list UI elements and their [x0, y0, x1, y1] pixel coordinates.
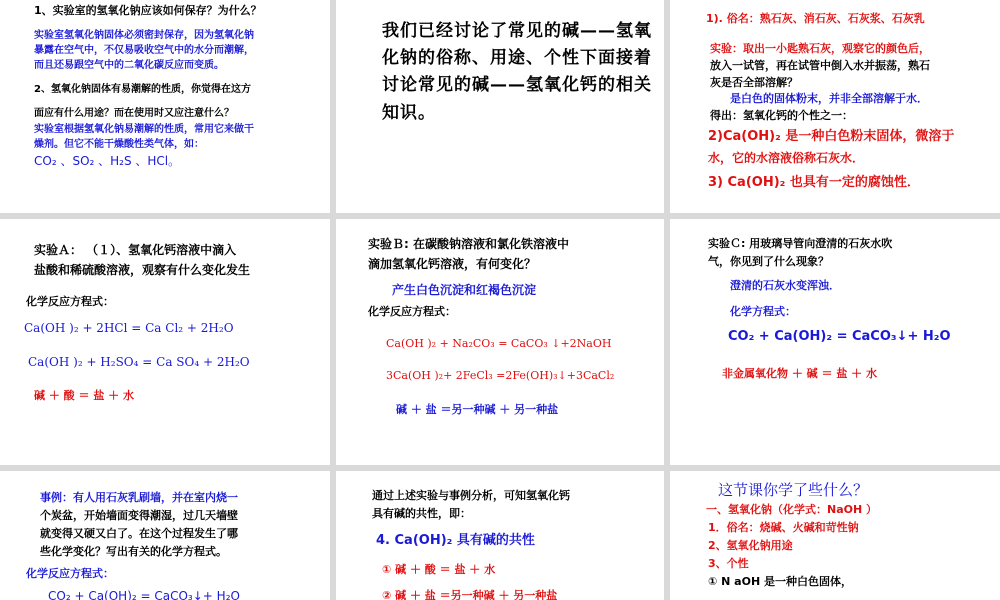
- summary-line-2: 具有碱的共性，即：: [372, 507, 471, 520]
- review-item-1-3-1: ① N aOH 是一种白色固体，: [708, 575, 852, 588]
- common-property-1: ① 碱 ＋ 酸 ＝ 盐 ＋ 水: [382, 563, 496, 576]
- answer-2-line-1: 实验室根据氢氧化钠易潮解的性质，常用它来做干: [34, 124, 254, 135]
- review-item-1: 一、氢氧化钠（化学式：NaOH ）: [706, 503, 878, 516]
- experiment-c-line-2: 气，你见到了什么现象？: [708, 255, 829, 268]
- experiment-line-3: 灰是否全部溶解？: [710, 76, 798, 89]
- question-2-line-2: 面应有什么用途？而在使用时又应注意什么？: [34, 108, 234, 119]
- conclusion-heading: 得出：氢氧化钙的个性之一：: [710, 109, 853, 122]
- question-2-line-1: 2、氢氧化钠固体有易潮解的性质，你觉得在这方: [34, 84, 251, 95]
- case-equation-heading: 化学反应方程式：: [26, 567, 114, 580]
- equations-heading-b: 化学反应方程式：: [368, 305, 456, 318]
- answer-1-line-1: 实验室氢氧化钠固体必须密封保存，因为氢氧化钠: [34, 30, 254, 41]
- experiment-c-line-1: 实验Ｃ: 用玻璃导管向澄清的石灰水吹: [708, 237, 893, 250]
- equation-heading-c: 化学方程式：: [730, 305, 796, 318]
- slide-9[interactable]: [670, 471, 1000, 600]
- case-line-3: 就变得又硬又白了。在这个过程发生了哪: [40, 527, 238, 540]
- equation-na2co3: Ca(OH )₂ + Na₂CO₃ = CaCO₃ ↓+2NaOH: [386, 337, 612, 350]
- rule-base-salt: 碱 ＋ 盐 ＝另一种碱 ＋ 另一种盐: [396, 403, 559, 416]
- answer-2-line-3: CO₂ 、SO₂ 、H₂S 、HCl。: [34, 154, 181, 168]
- equation-hcl: Ca(OH )₂ + 2HCl = Ca Cl₂ + 2H₂O: [24, 321, 234, 335]
- observation-b: 产生白色沉淀和红褐色沉淀: [392, 283, 537, 297]
- case-line-4: 些化学变化？写出有关的化学方程式。: [40, 545, 227, 558]
- equations-heading: 化学反应方程式：: [26, 295, 114, 308]
- observation: 是白色的固体粉末，并非全部溶解于水．: [730, 92, 928, 105]
- slide-6[interactable]: [670, 219, 1000, 465]
- case-equation: CO₂ + Ca(OH)₂ = CaCO₃↓+ H₂O: [48, 589, 240, 600]
- question-1: 1、实验室的氢氧化钠应该如何保存？为什么？: [34, 4, 262, 17]
- slide-3[interactable]: [670, 0, 1000, 213]
- experiment-b-line-1: 实验Ｂ: 在碳酸钠溶液和氯化铁溶液中: [368, 237, 569, 251]
- rule-base-acid: 碱 ＋ 酸 ＝ 盐 ＋ 水: [34, 389, 134, 402]
- review-item-1-1: 1．俗名：烧碱、火碱和苛性钠: [708, 521, 859, 534]
- property-2-line-1: 2)Ca(OH)₂ 是一种白色粉末固体，微溶于: [708, 129, 955, 144]
- observation-c: 澄清的石灰水变浑浊．: [730, 279, 840, 292]
- review-item-1-3: 3、个性: [708, 557, 749, 570]
- experiment-a-line-2: 盐酸和稀硫酸溶液，观察有什么变化发生: [34, 263, 251, 277]
- common-property-heading: 4. Ca(OH)₂ 具有碱的共性: [376, 533, 535, 548]
- answer-1-line-2: 暴露在空气中，不仅易吸收空气中的水分而潮解，: [34, 45, 254, 56]
- experiment-a-line-1: 实验Ａ： （１）、氢氧化钙溶液中滴入: [34, 243, 237, 257]
- slide-7[interactable]: [0, 471, 330, 600]
- slide-2[interactable]: [336, 0, 664, 213]
- slide-4[interactable]: [0, 219, 330, 465]
- equation-fecl3: 3Ca(OH )₂+ 2FeCl₃ =2Fe(OH)₃↓+3CaCl₂: [386, 369, 615, 382]
- review-item-1-2: 2、氢氧化钠用途: [708, 539, 793, 552]
- summary-line-1: 通过上述实验与事例分析，可知氢氧化钙: [372, 489, 570, 502]
- equation-co2: CO₂ + Ca(OH)₂ = CaCO₃↓+ H₂O: [728, 329, 951, 344]
- common-property-2: ② 碱 ＋ 盐 ＝另一种碱 ＋ 另一种盐: [382, 589, 558, 600]
- experiment-line-2: 放入一试管，再在试管中倒入水并振荡，熟石: [710, 59, 930, 72]
- review-title: 这节课你学了些什么？: [718, 481, 869, 499]
- slide-2-text: 我们已经讨论了常见的碱——氢氧化钠的俗称、用途、个性下面接着讨论常见的碱——氢氧化钙的相关知识。: [382, 21, 652, 123]
- answer-1-line-3: 而且还易跟空气中的二氧化碳反应而变质。: [34, 60, 224, 71]
- equation-h2so4: Ca(OH )₂ + H₂SO₄ = Ca SO₄ + 2H₂O: [28, 355, 250, 369]
- slide-5[interactable]: [336, 219, 664, 465]
- case-line-1: 事例：有人用石灰乳刷墙，并在室内烧一: [40, 491, 238, 504]
- rule-oxide-base: 非金属氧化物 ＋ 碱 ＝ 盐 ＋ 水: [722, 367, 877, 380]
- case-line-2: 个炭盆，开始墙面变得潮湿，过几天墙壁: [40, 509, 238, 522]
- experiment-b-line-2: 滴加氢氧化钙溶液，有何变化？: [368, 257, 537, 271]
- common-names: 1). 俗名：熟石灰、消石灰、石灰浆、石灰乳: [706, 12, 925, 25]
- property-2-line-2: 水，它的水溶液俗称石灰水．: [708, 151, 865, 165]
- property-3: 3) Ca(OH)₂ 也具有一定的腐蚀性．: [708, 175, 920, 190]
- slide-8[interactable]: [336, 471, 664, 600]
- slide-1[interactable]: [0, 0, 330, 213]
- experiment-line-1: 实验：取出一小匙熟石灰，观察它的颜色后，: [710, 42, 930, 55]
- answer-2-line-2: 燥剂。但它不能干燥酸性类气体，如：: [34, 139, 204, 150]
